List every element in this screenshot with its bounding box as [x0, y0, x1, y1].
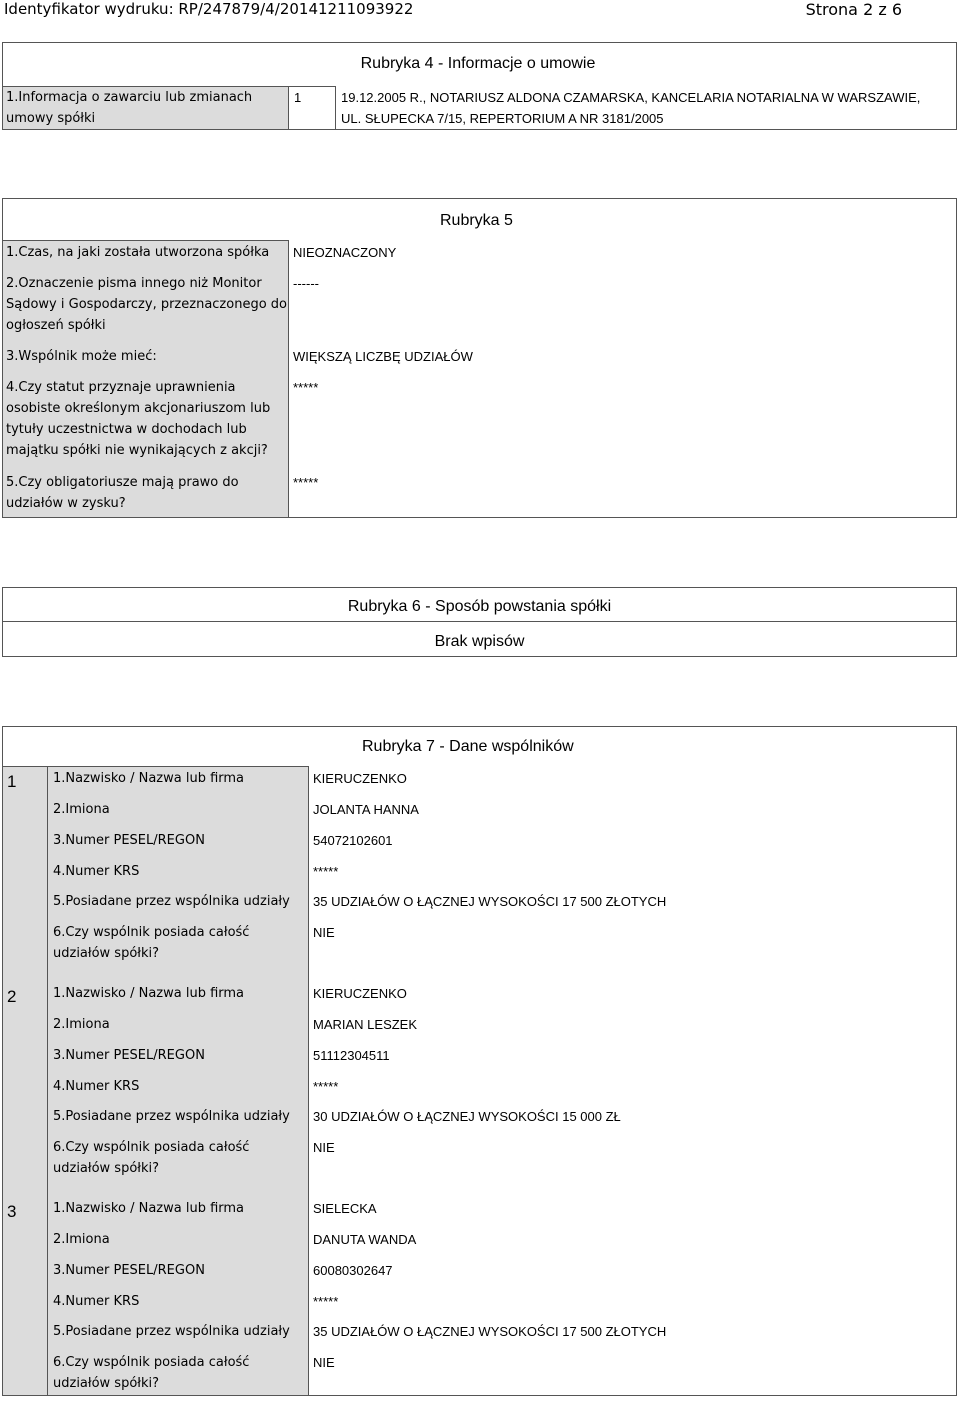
print-identifier: Identyfikator wydruku: RP/247879/4/20141211093922	[4, 0, 414, 18]
r6-empty-text: Brak wpisów	[434, 633, 525, 650]
r4-value-line-1: 19.12.2005 R., NOTARIUSZ ALDONA CZAMARSKA, KANCELARIA NOTARIALNA W WARSZAWIE,	[341, 90, 921, 105]
partner-2-whole-label-1: 6.Czy wspólnik posiada całość	[53, 1140, 250, 1155]
r7-number-column	[2, 766, 48, 1396]
partner-3-name: SIELECKA	[313, 1201, 377, 1216]
partner-1-whole: NIE	[313, 925, 335, 940]
partner-1-first: JOLANTA HANNA	[313, 802, 419, 817]
partner-3-krs: *****	[313, 1294, 339, 1309]
partner-3-shares: 35 UDZIAŁÓW O ŁĄCZNEJ WYSOKOŚCI 17 500 ZŁOTYCH	[313, 1324, 667, 1339]
r5-row1-value: NIEOZNACZONY	[293, 245, 397, 260]
partner-2-whole-label-2: udziałów spółki?	[53, 1161, 160, 1176]
partner-1-name: KIERUCZENKO	[313, 771, 407, 786]
r5-title: Rubryka 5	[440, 212, 513, 229]
partner-2-first-label: 2.Imiona	[53, 1017, 110, 1032]
partner-2-krs-label: 4.Numer KRS	[53, 1079, 140, 1094]
r5-row5-label-2: udziałów w zysku?	[6, 496, 126, 511]
partner-3-name-label: 1.Nazwisko / Nazwa lub firma	[53, 1201, 245, 1216]
partner-2-shares: 30 UDZIAŁÓW O ŁĄCZNEJ WYSOKOŚCI 15 000 ZŁ	[313, 1109, 621, 1124]
r5-row4-value: *****	[293, 380, 319, 395]
partner-1-krs: *****	[313, 864, 339, 879]
r7-title: Rubryka 7 - Dane wspólników	[362, 738, 574, 755]
r5-row4-label-3: tytuły uczestnictwa w dochodach lub	[6, 422, 247, 437]
r4-label-line-1: 1.Informacja o zawarciu lub zmianach	[6, 90, 253, 105]
partner-2-pesel-label: 3.Numer PESEL/REGON	[53, 1048, 205, 1063]
r5-row2-label-2: Sądowy i Gospodarczy, przeznaczonego do	[6, 297, 287, 312]
r5-row2-value: ------	[293, 276, 319, 291]
partner-1-whole-label-2: udziałów spółki?	[53, 946, 160, 961]
partner-1-pesel-label: 3.Numer PESEL/REGON	[53, 833, 205, 848]
r5-row5-value: *****	[293, 475, 319, 490]
r5-row2-label-3: ogłoszeń spółki	[6, 318, 106, 333]
r4-title: Rubryka 4 - Informacje o umowie	[360, 55, 596, 72]
partner-3-pesel: 60080302647	[313, 1263, 393, 1278]
r5-row4-label-2: osobiste określonym akcjonariuszom lub	[6, 401, 271, 416]
partner-1-number: 1	[7, 772, 17, 791]
partner-1-shares-label: 5.Posiadane przez wspólnika udziały	[53, 894, 290, 909]
partner-2-krs: *****	[313, 1079, 339, 1094]
r5-row3-value: WIĘKSZĄ LICZBĘ UDZIAŁÓW	[293, 349, 473, 364]
partner-1-whole-label-1: 6.Czy wspólnik posiada całość	[53, 925, 250, 940]
r5-row5-label-1: 5.Czy obligatoriusze mają prawo do	[6, 475, 239, 490]
partner-3-whole: NIE	[313, 1355, 335, 1370]
r6-title: Rubryka 6 - Sposób powstania spółki	[347, 598, 612, 615]
partner-2-pesel: 51112304511	[313, 1048, 390, 1063]
partner-3-pesel-label: 3.Numer PESEL/REGON	[53, 1263, 205, 1278]
partner-2-name-label: 1.Nazwisko / Nazwa lub firma	[53, 986, 245, 1001]
r4-value-line-2: UL. SŁUPECKA 7/15, REPERTORIUM A NR 3181/2005	[341, 111, 664, 126]
partner-2-whole: NIE	[313, 1140, 335, 1155]
r5-row4-label-4: majątku spółki nie wynikających z akcji?	[6, 443, 268, 458]
partner-3-first: DANUTA WANDA	[313, 1232, 417, 1247]
r5-row3-label: 3.Wspólnik może mieć:	[6, 349, 157, 364]
r5-row2-label-1: 2.Oznaczenie pisma innego niż Monitor	[6, 276, 262, 291]
partner-1-shares: 35 UDZIAŁÓW O ŁĄCZNEJ WYSOKOŚCI 17 500 ZŁOTYCH	[313, 894, 667, 909]
partner-3-first-label: 2.Imiona	[53, 1232, 110, 1247]
r6-divider	[2, 621, 957, 622]
page-number: Strona 2 z 6	[805, 0, 902, 19]
r5-row4-label-1: 4.Czy statut przyznaje uprawnienia	[6, 380, 236, 395]
partner-3-whole-label-1: 6.Czy wspólnik posiada całość	[53, 1355, 250, 1370]
partner-2-name: KIERUCZENKO	[313, 986, 407, 1001]
r5-row1-label: 1.Czas, na jaki została utworzona spółka	[6, 245, 270, 260]
r4-number: 1	[294, 90, 302, 105]
partner-2-first: MARIAN LESZEK	[313, 1017, 418, 1032]
partner-1-name-label: 1.Nazwisko / Nazwa lub firma	[53, 771, 245, 786]
partner-1-pesel: 54072102601	[313, 833, 393, 848]
partner-3-krs-label: 4.Numer KRS	[53, 1294, 140, 1309]
partner-2-shares-label: 5.Posiadane przez wspólnika udziały	[53, 1109, 290, 1124]
partner-1-first-label: 2.Imiona	[53, 802, 110, 817]
partner-1-krs-label: 4.Numer KRS	[53, 864, 140, 879]
partner-3-number: 3	[7, 1202, 17, 1221]
partner-3-whole-label-2: udziałów spółki?	[53, 1376, 160, 1391]
r4-label-line-2: umowy spółki	[6, 111, 96, 126]
partner-3-shares-label: 5.Posiadane przez wspólnika udziały	[53, 1324, 290, 1339]
partner-2-number: 2	[7, 987, 17, 1006]
